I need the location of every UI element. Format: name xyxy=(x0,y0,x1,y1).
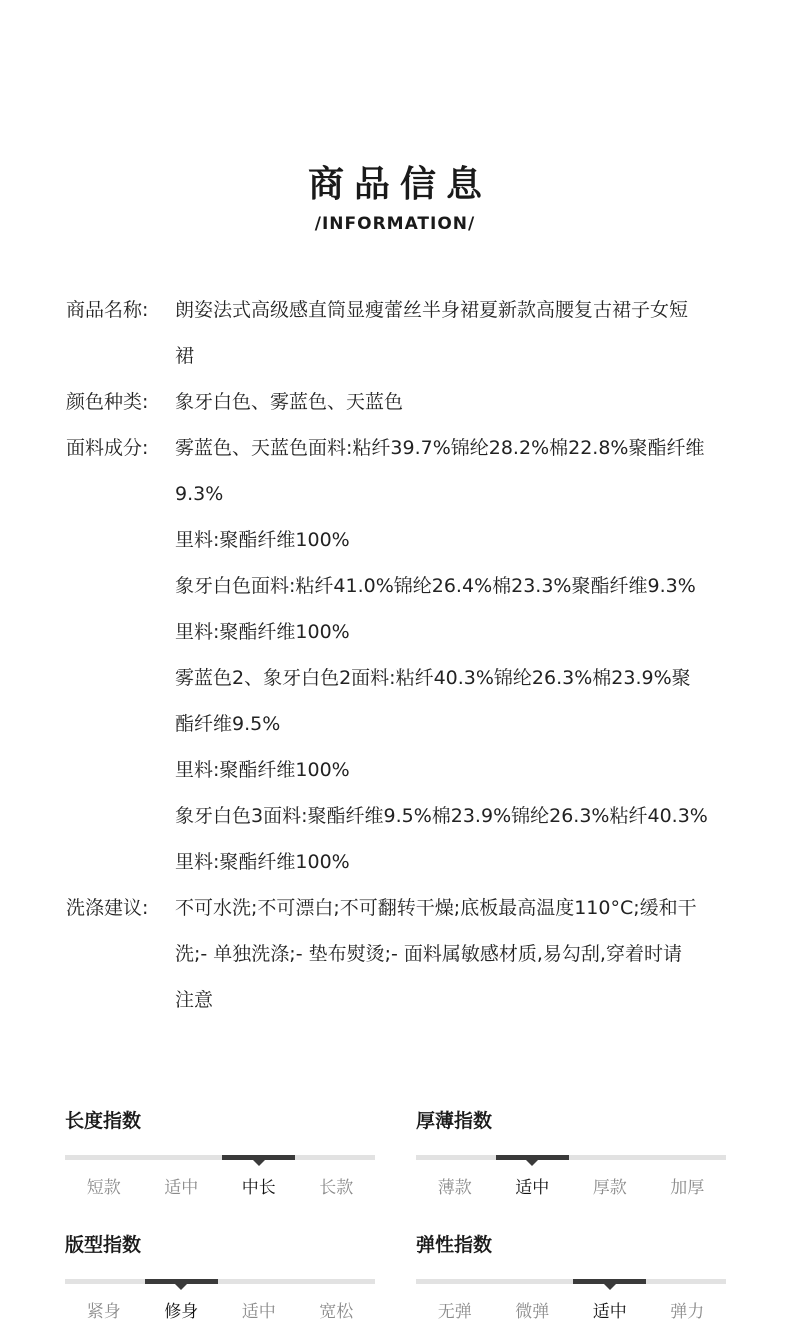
index-option: 薄款 xyxy=(437,1178,472,1198)
index-title: 厚薄指数 xyxy=(416,1110,493,1132)
info-value-line: 里料:聚酯纤维100% xyxy=(175,529,350,551)
index-track xyxy=(65,1155,375,1160)
info-values xyxy=(175,379,756,425)
index-track xyxy=(416,1155,726,1160)
info-value-line: 9.3% xyxy=(175,483,224,505)
info-value-line: 里料:聚酯纤维100% xyxy=(175,759,350,781)
info-value-line: 象牙白色3面料:聚酯纤维9.5%棉23.9%锦纶26.3%粘纤40.3% xyxy=(175,805,708,827)
index-length xyxy=(65,1106,375,1200)
info-row-fabric xyxy=(66,425,756,885)
index-title: 弹性指数 xyxy=(416,1234,493,1256)
index-option: 适中 xyxy=(515,1178,550,1198)
index-thickness xyxy=(416,1106,726,1200)
info-value-line: 注意 xyxy=(175,989,214,1011)
info-value-line: 酯纤维9.5% xyxy=(175,713,281,735)
index-option: 中长 xyxy=(241,1178,276,1198)
index-option: 适中 xyxy=(592,1302,627,1322)
index-option: 适中 xyxy=(164,1178,199,1198)
product-info-list xyxy=(66,287,756,1023)
info-row-colors xyxy=(66,379,756,425)
index-elasticity xyxy=(416,1230,726,1324)
page-subtitle: /INFORMATION/ xyxy=(314,214,476,234)
info-value-line: 朗姿法式高级感直筒显瘦蕾丝半身裙夏新款高腰复古裙子女短 xyxy=(175,299,689,321)
info-label: 颜色种类: xyxy=(66,391,149,413)
info-value-line: 雾蓝色2、象牙白色2面料:粘纤40.3%锦纶26.3%棉23.9%聚 xyxy=(175,667,691,689)
index-option: 短款 xyxy=(86,1178,121,1198)
index-options xyxy=(65,1176,375,1200)
index-option: 长款 xyxy=(319,1178,354,1198)
index-selected-marker xyxy=(222,1155,295,1160)
info-value-line: 雾蓝色、天蓝色面料:粘纤39.7%锦纶28.2%棉22.8%聚酯纤维 xyxy=(175,437,705,459)
index-option: 加厚 xyxy=(670,1178,705,1198)
index-option: 宽松 xyxy=(319,1302,354,1322)
info-value-line: 象牙白色、雾蓝色、天蓝色 xyxy=(175,391,404,413)
info-values xyxy=(175,425,756,885)
info-value-line: 象牙白色面料:粘纤41.0%锦纶26.4%棉23.3%聚酯纤维9.3% xyxy=(175,575,696,597)
index-selected-marker xyxy=(496,1155,569,1160)
index-selected-marker xyxy=(573,1279,646,1284)
page-title: 商品信息 xyxy=(307,164,492,205)
index-track xyxy=(416,1279,726,1284)
info-values xyxy=(175,287,756,379)
info-value-line: 里料:聚酯纤维100% xyxy=(175,621,350,643)
index-option: 修身 xyxy=(164,1302,199,1322)
index-option: 适中 xyxy=(241,1302,276,1322)
index-options xyxy=(416,1300,726,1324)
info-row-care xyxy=(66,885,756,1023)
index-option: 微弹 xyxy=(515,1302,550,1322)
info-value-line: 里料:聚酯纤维100% xyxy=(175,851,350,873)
index-track xyxy=(65,1279,375,1284)
index-fit xyxy=(65,1230,375,1324)
info-value-line: 洗;- 单独洗涤;- 垫布熨烫;- 面料属敏感材质,易勾刮,穿着时请 xyxy=(175,943,682,965)
info-values xyxy=(175,885,756,1023)
info-label: 商品名称: xyxy=(66,299,149,321)
info-value-line: 裙 xyxy=(175,345,195,367)
info-label: 面料成分: xyxy=(66,437,149,459)
index-options xyxy=(65,1300,375,1324)
index-option: 紧身 xyxy=(86,1302,121,1322)
index-options xyxy=(416,1176,726,1200)
index-option: 无弹 xyxy=(437,1302,472,1322)
info-label: 洗涤建议: xyxy=(66,897,149,919)
info-row-name xyxy=(66,287,756,379)
index-option: 厚款 xyxy=(592,1178,627,1198)
info-value-line: 不可水洗;不可漂白;不可翻转干燥;底板最高温度110°C;缓和干 xyxy=(175,897,697,919)
index-selected-marker xyxy=(145,1279,218,1284)
index-option: 弹力 xyxy=(670,1302,705,1322)
index-title: 长度指数 xyxy=(65,1110,142,1132)
index-title: 版型指数 xyxy=(65,1234,142,1256)
